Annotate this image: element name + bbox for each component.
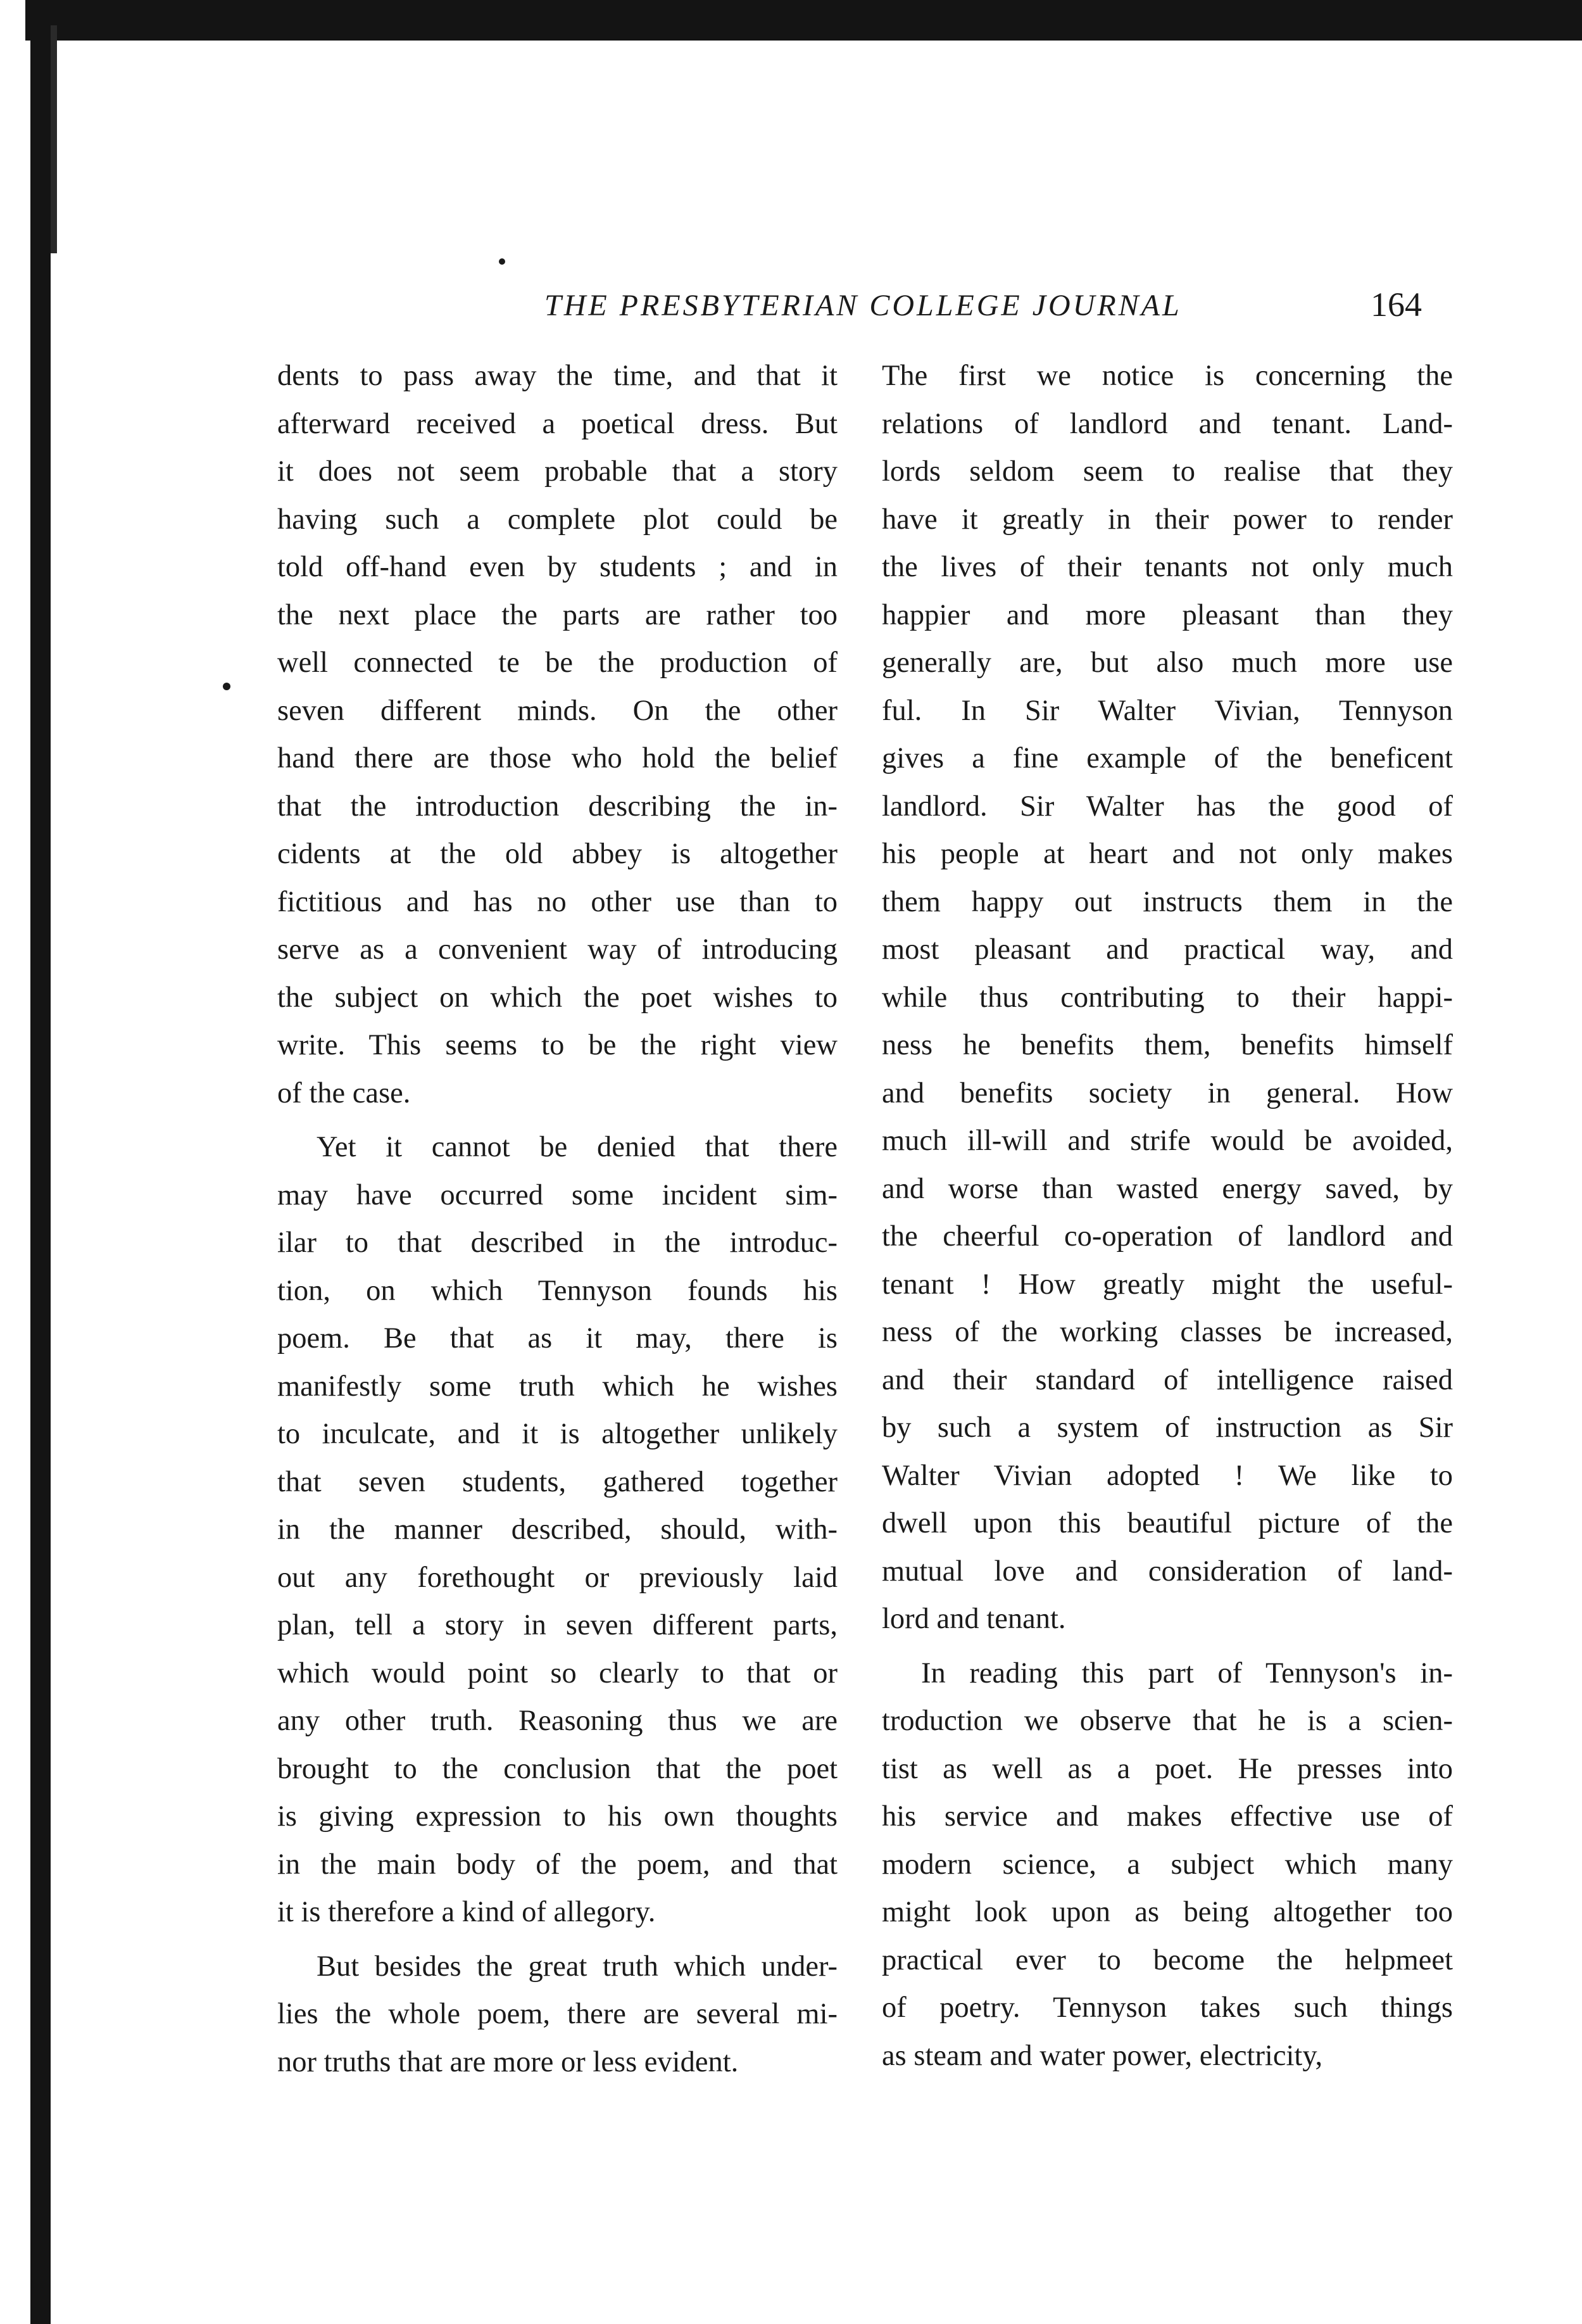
text-line: seven different minds. On the other [277, 694, 838, 727]
text-line: Yet it cannot be denied that there [317, 1131, 838, 1163]
text-line: hand there are those who hold the belief [277, 742, 838, 774]
text-line: serve as a convenient way of introducing [277, 933, 838, 966]
text-line: lords seldom seem to realise that they [882, 455, 1453, 488]
paragraph [277, 1123, 838, 1936]
text-line: tion, on which Tennyson founds his [277, 1274, 838, 1307]
paragraph [882, 352, 1453, 1643]
text-line: of poetry. Tennyson takes such things [882, 1992, 1453, 2024]
text-line: it is therefore a kind of allegory. [277, 1896, 656, 1928]
text-line: ness he benefits them, benefits himself [882, 1029, 1453, 1061]
paragraph [277, 352, 838, 1117]
text-line: his people at heart and not only makes [882, 838, 1453, 870]
paragraph-gap [277, 1117, 838, 1123]
text-line: lies the whole poem, there are several mi- [277, 1998, 838, 2030]
text-line: to inculcate, and it is altogether unlikely [277, 1418, 838, 1450]
text-line: and their standard of intelligence raised [882, 1363, 1453, 1396]
text-line: any other truth. Reasoning thus we are [277, 1705, 838, 1737]
text-line: plan, tell a story in seven different parts, [277, 1609, 838, 1641]
text-line: landlord. Sir Walter has the good of [882, 790, 1453, 823]
text-line: tist as well as a poet. He presses into [882, 1752, 1453, 1785]
page-border-left-inner [51, 25, 57, 253]
running-head: THE PRESBYTERIAN COLLEGE JOURNAL [544, 289, 1182, 322]
text-line: might look upon as being altogether too [882, 1896, 1453, 1928]
text-line: generally are, but also much more use [882, 647, 1453, 679]
text-line: the subject on which the poet wishes to [277, 981, 838, 1014]
text-line: while thus contributing to their happi- [882, 981, 1453, 1014]
page-border-top [25, 0, 1582, 41]
text-line: having such a complete plot could be [277, 503, 838, 536]
text-line: the next place the parts are rather too [277, 598, 838, 631]
text-line: by such a system of instruction as Sir [882, 1411, 1453, 1444]
text-line: troduction we observe that he is a scien- [882, 1705, 1453, 1737]
text-line: manifestly some truth which he wishes [277, 1370, 838, 1403]
text-line: in the manner described, should, with- [277, 1513, 838, 1546]
text-line: ness of the working classes be increased, [882, 1316, 1453, 1348]
text-line: them happy out instructs them in the [882, 885, 1453, 918]
text-line: of the case. [277, 1077, 411, 1109]
text-line: nor truths that are more or less evident. [277, 2045, 739, 2078]
paragraph [277, 1943, 838, 2087]
text-line: and worse than wasted energy saved, by [882, 1172, 1453, 1205]
text-line: and benefits society in general. How [882, 1077, 1453, 1109]
text-line: dwell upon this beautiful picture of the [882, 1507, 1453, 1539]
text-line: mutual love and consideration of land- [882, 1555, 1453, 1588]
text-line: poem. Be that as it may, there is [277, 1322, 838, 1355]
text-line: it does not seem probable that a story [277, 455, 838, 488]
paragraph-gap [882, 1643, 1453, 1650]
text-line: ful. In Sir Walter Vivian, Tennyson [882, 694, 1453, 727]
text-line: as steam and water power, electricity, [882, 2039, 1323, 2072]
text-line: Walter Vivian adopted ! We like to [882, 1459, 1453, 1492]
text-line: dents to pass away the time, and that it [277, 360, 838, 392]
text-line: lord and tenant. [882, 1603, 1066, 1635]
text-line: that seven students, gathered together [277, 1465, 838, 1498]
page-number: 164 [1371, 286, 1422, 324]
page-border-left [30, 25, 51, 2324]
text-line: afterward received a poetical dress. But [277, 407, 838, 440]
text-line: happier and more pleasant than they [882, 598, 1453, 631]
text-line: in the main body of the poem, and that [277, 1848, 838, 1881]
paragraph [882, 1650, 1453, 2080]
text-line: which would point so clearly to that or [277, 1657, 838, 1689]
text-line: In reading this part of Tennyson's in- [921, 1657, 1453, 1689]
text-line: his service and makes effective use of [882, 1800, 1453, 1833]
text-line: is giving expression to his own thoughts [277, 1800, 838, 1833]
text-line: relations of landlord and tenant. Land- [882, 407, 1453, 440]
text-line: much ill-will and strife would be avoided, [882, 1125, 1453, 1157]
text-line: fictitious and has no other use than to [277, 885, 838, 918]
text-line: the cheerful co-operation of landlord and [882, 1220, 1453, 1253]
paragraph-gap [277, 1936, 838, 1943]
text-line: The first we notice is concerning the [882, 360, 1453, 392]
left-column [277, 352, 838, 2086]
text-line: cidents at the old abbey is altogether [277, 838, 838, 870]
text-line: practical ever to become the helpmeet [882, 1943, 1453, 1976]
text-line: have it greatly in their power to render [882, 503, 1453, 536]
text-line: told off-hand even by students ; and in [277, 551, 838, 583]
text-line: write. This seems to be the right view [277, 1029, 838, 1061]
text-line: tenant ! How greatly might the useful- [882, 1268, 1453, 1301]
margin-ink-dot [223, 683, 230, 690]
text-line: well connected te be the production of [277, 647, 838, 679]
text-line: brought to the conclusion that the poet [277, 1752, 838, 1785]
text-line: most pleasant and practical way, and [882, 933, 1453, 966]
text-line: that the introduction describing the in- [277, 790, 838, 823]
text-line: But besides the great truth which under- [317, 1950, 838, 1983]
text-line: may have occurred some incident sim- [277, 1178, 838, 1211]
text-line: ilar to that described in the introduc- [277, 1227, 838, 1259]
ink-dot [499, 258, 505, 265]
text-line: gives a fine example of the beneficent [882, 742, 1453, 774]
text-line: the lives of their tenants not only much [882, 551, 1453, 583]
right-column [882, 352, 1453, 2080]
text-line: modern science, a subject which many [882, 1848, 1453, 1881]
text-line: out any forethought or previously laid [277, 1561, 838, 1594]
